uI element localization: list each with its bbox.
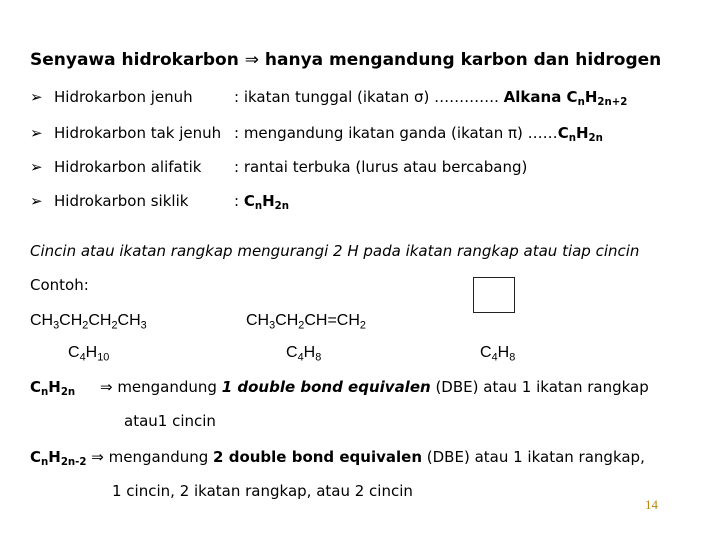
page-number: 14 — [645, 497, 658, 512]
heading-left: Senyawa hidrokarbon — [30, 50, 239, 70]
butene-molecular-formula: $C_4H_8$ — [286, 344, 322, 364]
implies-arrow-icon: ⇒ — [99, 378, 113, 396]
definition: : rantai terbuka (lurus atau bercabang) — [234, 158, 528, 176]
butane-molecular-formula: $C_4H_{10}$ — [68, 344, 110, 364]
cyclobutane-molecular-formula: $C_4H_8$ — [480, 344, 516, 364]
butene-structural-formula: $CH_3CH_2CH=CH_2$ — [246, 312, 366, 332]
dbe-emphasis: 1 double bond equivalen — [221, 378, 431, 396]
arrow-bullet-icon: ➢ — [30, 192, 43, 210]
implies-arrow-icon: ⇒ — [91, 448, 104, 466]
term: Hidrokarbon tak jenuh — [54, 124, 222, 142]
butane-structural-formula: $CH_3CH_2CH_2CH_3$ — [30, 312, 147, 332]
arrow-bullet-icon: ➢ — [30, 158, 43, 176]
term: Hidrokarbon alifatik — [54, 158, 202, 176]
note: Cincin atau ikatan rangkap mengurangi 2 H pada ikatan rangkap atau tiap cincin — [30, 242, 640, 260]
list-item — [30, 192, 290, 213]
list-item — [30, 124, 603, 145]
dbe-emphasis: 2 double bond equivalen — [213, 448, 423, 466]
term: Hidrokarbon jenuh — [54, 88, 193, 106]
list-item — [30, 88, 628, 109]
heading — [30, 50, 661, 70]
dbe-rule-1: $C_nH_{2n}$ ⇒ mengandung 1 double bond equivalen (DBE) atau 1 ikatan rangkap — [30, 378, 649, 399]
list-item — [30, 158, 528, 176]
arrow-bullet-icon: ➢ — [30, 88, 43, 106]
definition: : $C_nH_{2n}$ — [234, 192, 290, 213]
implies-arrow-icon: ⇒ — [244, 50, 259, 70]
definition: : mengandung ikatan ganda (ikatan π) $\dots\dots C_nH_{2n}$ — [234, 124, 603, 145]
definition: : ikatan tunggal (ikatan σ) …………. Alkana $C_nH_{2n+2}$ — [234, 88, 628, 109]
contoh-label: Contoh: — [30, 276, 89, 294]
dbe-rule-2: $C_nH_{2n-2}$ ⇒ mengandung 2 double bond equivalen (DBE) atau 1 ikatan rangkap, — [30, 448, 645, 469]
dbe-rule-2-continued: 1 cincin, 2 ikatan rangkap, atau 2 cincin — [112, 482, 413, 500]
arrow-bullet-icon: ➢ — [30, 124, 43, 142]
dbe-rule-1-continued: atau1 cincin — [124, 412, 216, 430]
heading-right: hanya mengandung karbon dan hidrogen — [264, 50, 662, 70]
cyclobutane-ring-icon — [473, 277, 515, 313]
term: Hidrokarbon siklik — [54, 192, 189, 210]
